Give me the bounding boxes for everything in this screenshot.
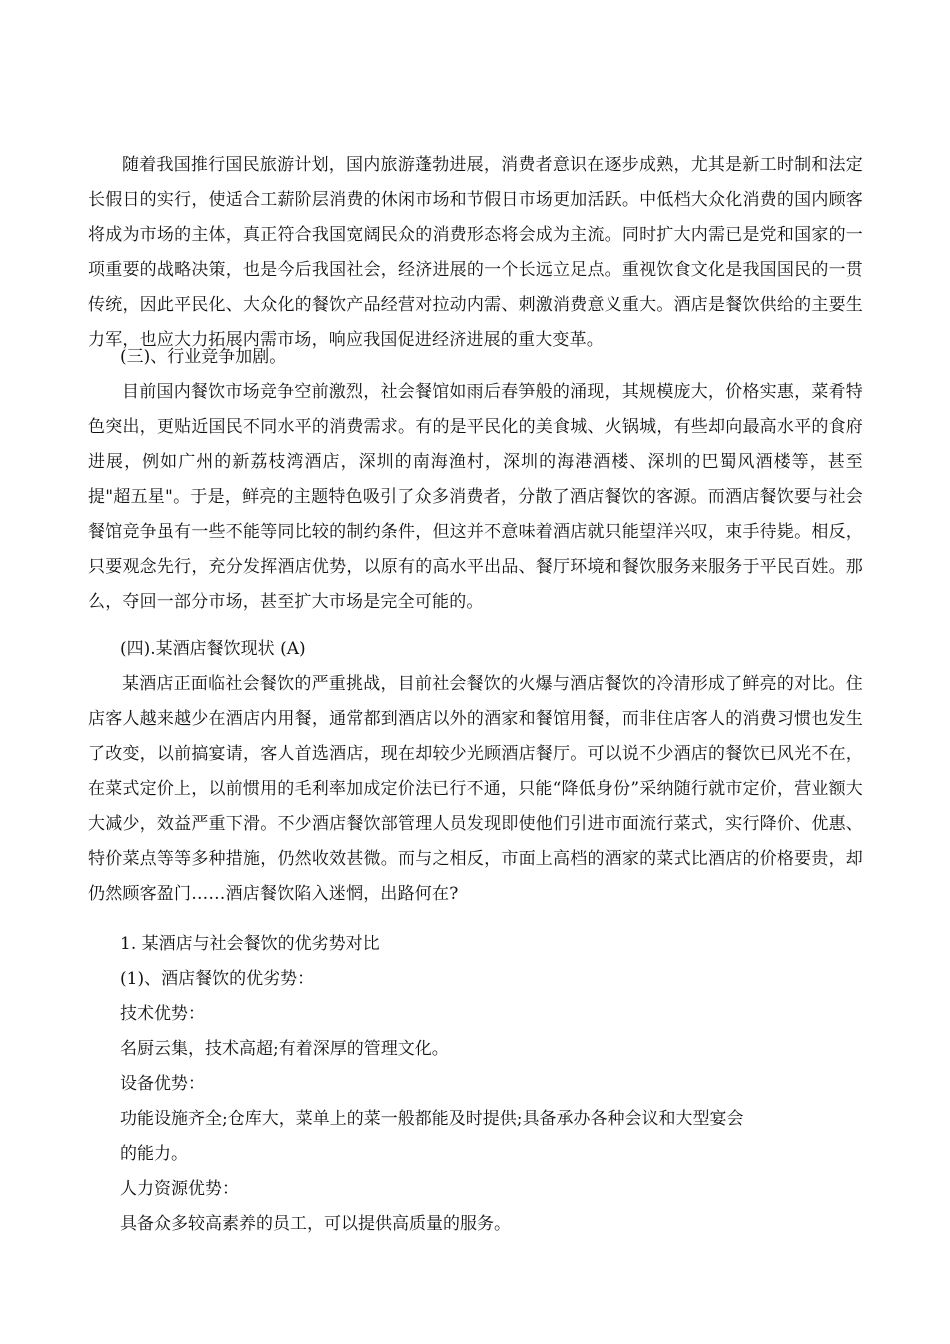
heading-comparison: 1. 某酒店与社会餐饮的优劣势对比 xyxy=(120,934,380,954)
text-equipment-advantage: 功能设施齐全;仓库大，菜单上的菜一般都能及时提供;具备承办各种会议和大型宴会 xyxy=(120,1109,744,1129)
paragraph-hotel-status: 某酒店正面临社会餐饮的严重挑战，目前社会餐饮的火爆与酒店餐饮的冷清形成了鲜亮的对比。住店客人越来越少在酒店内用餐，通常都到酒店以外的酒家和餐馆用餐，而非住店客人的消费习惯也发生了改变，以前搞宴请，客人首选酒店，现在却较少光顾酒店餐厅。可以说不少酒店的餐饮已风光不在，在菜式定价上，以前惯用的毛利率加成定价法已行不通，只能“降低身份”采纳随行就市定价，营业额大大减少，效益严重下滑。不少酒店餐饮部管理人员发现即使他们引进市面流行菜式，实行降价、优惠、特价菜点等等多种措施，仍然收效甚微。而与之相反，市面上高档的酒家的菜式比酒店的价格要贵，却仍然顾客盈门……酒店餐饮陷入迷惘，出路何在? xyxy=(88,674,863,904)
paragraph-market-competition: 目前国内餐饮市场竞争空前激烈，社会餐馆如雨后春笋般的涌现，其规模庞大，价格实惠，菜肴特色突出，更贴近国民不同水平的消费需求。有的是平民化的美食城、火锅城，有些却向最高水平的食府进展，例如广州的新荔枝湾酒店，深圳的南海渔村，深圳的海港酒楼、深圳的巴蜀风酒楼等，甚至提"超五星"。于是，鲜亮的主题特色吸引了众多消费者，分散了酒店餐饮的客源。而酒店餐饮要与社会餐馆竞争虽有一些不能等同比较的制约条件，但这并不意味着酒店就只能望洋兴叹，束手待毙。相反，只要观念先行，充分发挥酒店优势，以原有的高水平出品、餐厅环境和餐饮服务来服务于平民百姓。那么，夺回一部分市场，甚至扩大市场是完全可能的。 xyxy=(88,382,863,612)
text-equipment-advantage-cont: 的能力。 xyxy=(120,1144,188,1164)
text-technical-advantage: 名厨云集，技术高超;有着深厚的管理文化。 xyxy=(120,1039,449,1059)
heading-industry-competition: (三)、行业竞争加剧。 xyxy=(120,347,287,367)
paragraph-domestic-tourism: 随着我国推行国民旅游计划，国内旅游蓬勃进展，消费者意识在逐步成熟，尤其是新工时制和法定长假日的实行，使适合工薪阶层消费的休闲市场和节假日市场更加活跃。中低档大众化消费的国内顾客将成为市场的主体，真正符合我国宽阔民众的消费形态将会成为主流。同时扩大内需已是党和国家的一项重要的战略决策，也是今后我国社会，经济进展的一个长远立足点。重视饮食文化是我国国民的一贯传统，因此平民化、大众化的餐饮产品经营对拉动内需、刺激消费意义重大。酒店是餐饮供给的主要生力军，也应大力拓展内需市场，响应我国促进经济进展的重大变革。 xyxy=(88,155,863,350)
heading-hotel-status: (四).某酒店餐饮现状 (A) xyxy=(120,639,306,659)
label-equipment-advantage: 设备优势： xyxy=(120,1074,205,1094)
label-hr-advantage: 人力资源优势： xyxy=(120,1179,239,1199)
heading-hotel-advantages: (1)、酒店餐饮的优劣势： xyxy=(120,969,315,989)
text-hr-advantage: 具备众多较高素养的员工，可以提供高质量的服务。 xyxy=(120,1214,511,1234)
label-technical-advantage: 技术优势： xyxy=(120,1004,205,1024)
